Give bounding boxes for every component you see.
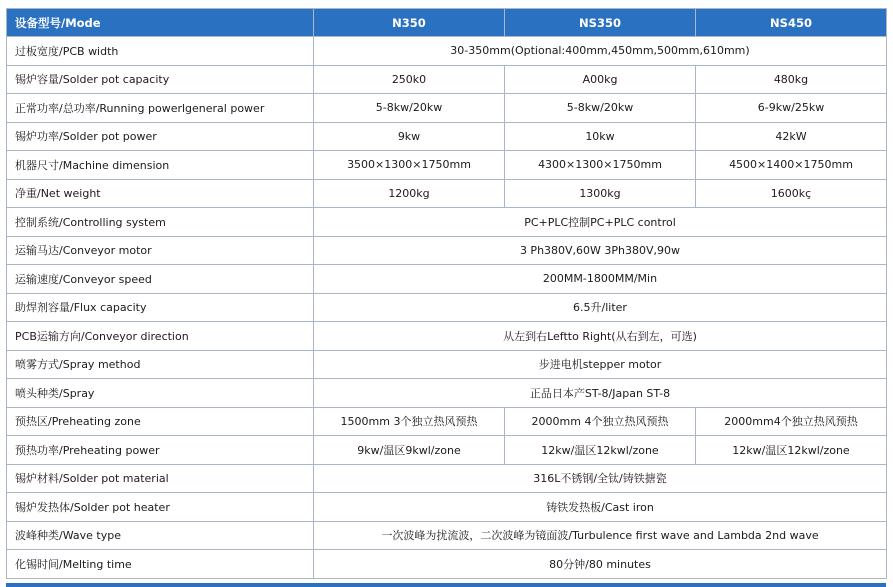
- row-value: 1200kg: [314, 179, 505, 208]
- row-value: 铸铁发热板/Cast iron: [314, 493, 887, 522]
- row-label: 波峰种类/Wave type: [7, 521, 314, 550]
- row-value: 正品日本产ST-8/Japan ST-8: [314, 379, 887, 408]
- row-label: 锡炉容量/Solder pot capacity: [7, 65, 314, 94]
- row-label: 正常功率/总功率/Running powerlgeneral power: [7, 94, 314, 123]
- bottom-band: [6, 583, 886, 587]
- table-row: [7, 407, 887, 436]
- row-value: 6.5升/liter: [314, 293, 887, 322]
- row-label: 锡炉发热体/Solder pot heater: [7, 493, 314, 522]
- table-row: [7, 94, 887, 123]
- row-label: 喷雾方式/Spray method: [7, 350, 314, 379]
- row-value: 30-350mm(Optional:400mm,450mm,500mm,610mm): [314, 37, 887, 66]
- row-label: 锡炉材料/Solder pot material: [7, 464, 314, 493]
- row-label: 锡炉功率/Solder pot power: [7, 122, 314, 151]
- row-value: 从左到右Leftto Right(从右到左，可选): [314, 322, 887, 351]
- row-value: 9kw/温区9kwl/zone: [314, 436, 505, 465]
- row-value: 1600kç: [696, 179, 887, 208]
- table-row: [7, 179, 887, 208]
- table-row: [7, 350, 887, 379]
- row-value: 3500×1300×1750mm: [314, 151, 505, 180]
- row-value: PC+PLC控制PC+PLC control: [314, 208, 887, 237]
- row-value: 5-8kw/20kw: [505, 94, 696, 123]
- header-model: N350: [314, 9, 505, 37]
- spec-table: [6, 8, 887, 579]
- row-label: 运输马达/Conveyor motor: [7, 236, 314, 265]
- row-value: 200MM-1800MM/Min: [314, 265, 887, 294]
- header-label: 设备型号/Mode: [7, 9, 314, 37]
- table-row: [7, 265, 887, 294]
- row-value: 42kW: [696, 122, 887, 151]
- table-row: [7, 436, 887, 465]
- table-row: [7, 65, 887, 94]
- row-label: 机器尺寸/Machine dimension: [7, 151, 314, 180]
- row-value: 6-9kw/25kw: [696, 94, 887, 123]
- row-value: 9kw: [314, 122, 505, 151]
- row-label: 化锡时间/Melting time: [7, 550, 314, 579]
- row-value: A00kg: [505, 65, 696, 94]
- row-label: 助焊剂容量/Flux capacity: [7, 293, 314, 322]
- row-label: 控制系统/Controlling system: [7, 208, 314, 237]
- row-label: 预热区/Preheating zone: [7, 407, 314, 436]
- table-row: [7, 293, 887, 322]
- table-row: [7, 122, 887, 151]
- table-row: [7, 464, 887, 493]
- row-value: 80分钟/80 minutes: [314, 550, 887, 579]
- table-row: [7, 37, 887, 66]
- row-value: 5-8kw/20kw: [314, 94, 505, 123]
- row-value: 1300kg: [505, 179, 696, 208]
- table-row: [7, 322, 887, 351]
- row-value: 250k0: [314, 65, 505, 94]
- row-value: 2000mm 4个独立热风预热: [505, 407, 696, 436]
- table-row: [7, 208, 887, 237]
- row-label: 净重/Net weight: [7, 179, 314, 208]
- row-value: 4500×1400×1750mm: [696, 151, 887, 180]
- table-row: [7, 379, 887, 408]
- row-value: 3 Ph380V,60W 3Ph380V,90w: [314, 236, 887, 265]
- spec-body: [7, 37, 887, 579]
- table-row: [7, 236, 887, 265]
- row-label: PCB运输方向/Conveyor direction: [7, 322, 314, 351]
- row-label: 运输速度/Conveyor speed: [7, 265, 314, 294]
- row-value: 316L不锈钢/全钛/铸铁搪瓷: [314, 464, 887, 493]
- row-value: 一次波峰为扰流波，二次波峰为镜面波/Turbulence first wave and Lambda 2nd wave: [314, 521, 887, 550]
- row-label: 过板宽度/PCB width: [7, 37, 314, 66]
- header-model: NS350: [505, 9, 696, 37]
- table-row: [7, 550, 887, 579]
- row-value: 12kw/温区12kwl/zone: [505, 436, 696, 465]
- table-row: [7, 493, 887, 522]
- row-value: 4300×1300×1750mm: [505, 151, 696, 180]
- table-row: [7, 151, 887, 180]
- row-value: 步进电机stepper motor: [314, 350, 887, 379]
- row-value: 480kg: [696, 65, 887, 94]
- row-label: 喷头种类/Spray: [7, 379, 314, 408]
- header-model: NS450: [696, 9, 887, 37]
- row-value: 12kw/温区12kwl/zone: [696, 436, 887, 465]
- row-value: 10kw: [505, 122, 696, 151]
- row-value: 1500mm 3个独立热风预热: [314, 407, 505, 436]
- header-row: [7, 9, 887, 37]
- row-label: 预热功率/Preheating power: [7, 436, 314, 465]
- row-value: 2000mm4个独立热风预热: [696, 407, 887, 436]
- table-row: [7, 521, 887, 550]
